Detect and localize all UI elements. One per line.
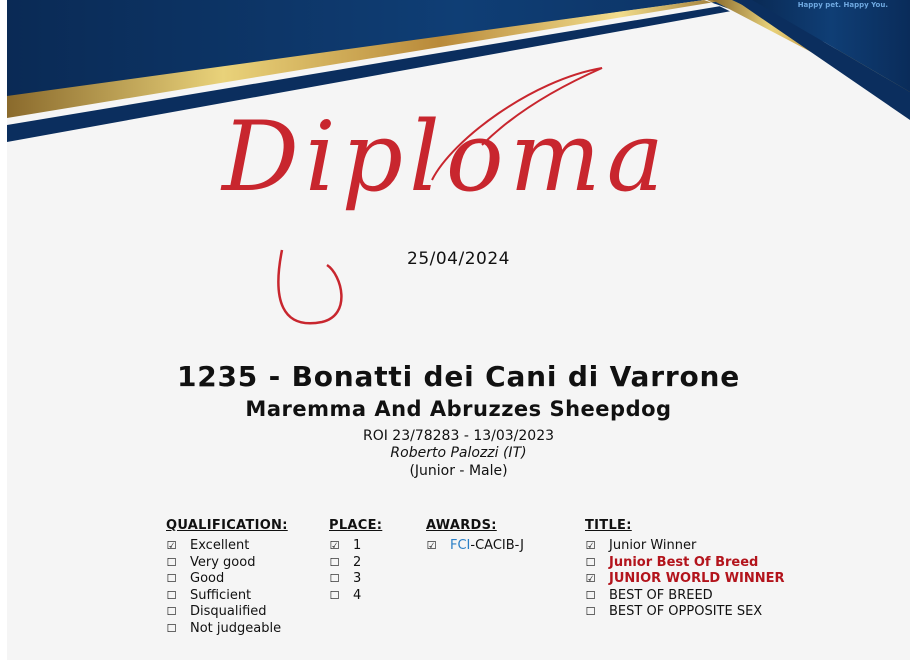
qualification-label: Not judgeable (190, 620, 282, 636)
qualification-option (166, 555, 288, 572)
place-option (329, 571, 382, 588)
unchecked-checkbox-icon: ☐ (166, 621, 177, 635)
awards-section (426, 518, 524, 555)
owner-name: Roberto Palozzi (IT) (390, 445, 527, 461)
diploma-title (212, 60, 732, 340)
unchecked-checkbox-icon: ☐ (166, 605, 177, 618)
qualification-label: Excellent (190, 538, 250, 553)
title-option (585, 538, 785, 555)
place-option (329, 555, 382, 572)
title-label: BEST OF OPPOSITE SEX (609, 604, 763, 619)
unchecked-checkbox-icon: ☐ (329, 555, 340, 569)
qualification-label: Very good (190, 554, 256, 570)
place-section (329, 518, 382, 604)
title-label: BEST OF BREED (609, 587, 713, 603)
title-section (585, 518, 785, 621)
title-option (585, 604, 785, 621)
qualification-option (166, 621, 288, 638)
qualification-section (166, 518, 288, 637)
title-label: JUNIOR WORLD WINNER (609, 571, 785, 586)
tagline: Happy pet. Happy You. (797, 1, 888, 9)
place-label: 3 (353, 571, 362, 586)
qualification-option (166, 588, 288, 605)
place-label: 4 (353, 587, 362, 603)
place-label: 2 (353, 554, 362, 570)
class-info: (Junior - Male) (409, 463, 508, 479)
breed-name: Maremma And Abruzzes Sheepdog (245, 397, 672, 421)
qualification-option (166, 604, 288, 621)
checked-checkbox-icon: ☑ (329, 539, 340, 552)
award-prefix: FCI (450, 538, 471, 553)
unchecked-checkbox-icon: ☐ (329, 572, 340, 585)
awards-title: AWARDS: (426, 518, 497, 533)
svg-text:Diploma: Diploma (222, 101, 670, 213)
checked-checkbox-icon: ☑ (585, 572, 596, 585)
qualification-option (166, 571, 288, 588)
unchecked-checkbox-icon: ☐ (166, 572, 177, 585)
award-date: 25/04/2024 (407, 249, 510, 269)
title-option (585, 571, 785, 588)
title-label: Junior Best Of Breed (609, 554, 759, 570)
title-label: Junior Winner (609, 538, 697, 553)
award-label: -CACIB-J (470, 538, 524, 553)
unchecked-checkbox-icon: ☐ (166, 588, 177, 602)
checked-checkbox-icon: ☑ (585, 539, 596, 552)
award-option (426, 538, 524, 555)
dog-name: 1235 - Bonatti dei Cani di Varrone (176, 360, 741, 393)
qualification-label: Disqualified (190, 604, 267, 619)
qualification-title: QUALIFICATION: (166, 518, 288, 533)
checked-checkbox-icon: ☑ (426, 539, 437, 552)
registration-info: ROI 23/78283 - 13/03/2023 (362, 428, 555, 444)
unchecked-checkbox-icon: ☐ (585, 555, 596, 569)
unchecked-checkbox-icon: ☐ (585, 605, 596, 618)
place-title: PLACE: (329, 518, 383, 533)
qualification-label: Good (190, 571, 225, 586)
place-option (329, 538, 382, 555)
unchecked-checkbox-icon: ☐ (166, 555, 177, 569)
place-label: 1 (353, 538, 362, 553)
unchecked-checkbox-icon: ☐ (329, 588, 340, 602)
qualification-option (166, 538, 288, 555)
diploma-page (7, 0, 910, 660)
title-option (585, 588, 785, 605)
qualification-label: Sufficient (190, 587, 252, 603)
place-option (329, 588, 382, 605)
unchecked-checkbox-icon: ☐ (585, 588, 596, 602)
checked-checkbox-icon: ☑ (166, 539, 177, 552)
title-option (585, 555, 785, 572)
title-section-heading: TITLE: (585, 518, 632, 533)
